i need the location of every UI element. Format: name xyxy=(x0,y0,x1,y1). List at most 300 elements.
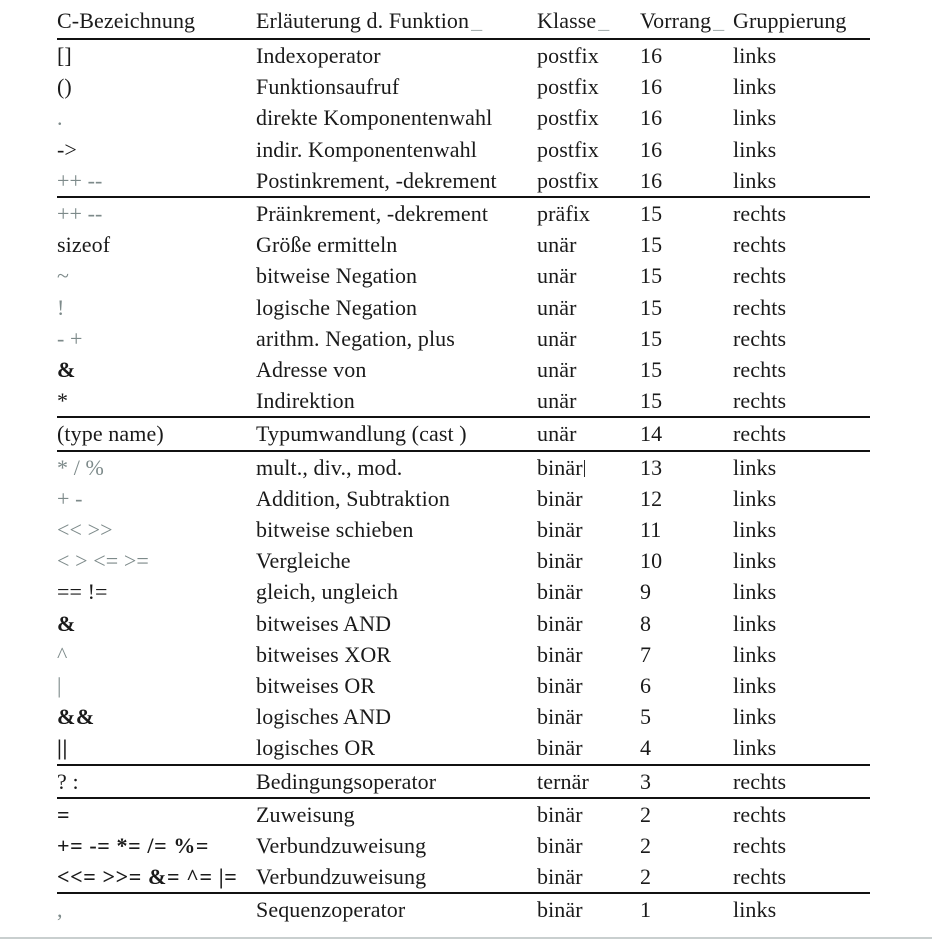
cell-description xyxy=(256,514,537,545)
cell-precedence xyxy=(640,514,733,545)
column-header-grouping-label: Gruppierung xyxy=(733,8,847,33)
associativity-value: links xyxy=(733,897,777,923)
table-row xyxy=(57,861,870,893)
cell-operator-symbol xyxy=(57,893,256,925)
cell-operator-class xyxy=(537,830,640,861)
operator-symbol: * xyxy=(57,388,69,414)
table-row xyxy=(57,608,870,639)
cell-precedence xyxy=(640,701,733,732)
associativity-value: rechts xyxy=(733,768,787,794)
table-row xyxy=(57,639,870,670)
cell-operator-class xyxy=(537,576,640,607)
precedence-value: 6 xyxy=(640,673,652,699)
operator-description: arithm. Negation, plus xyxy=(256,325,455,351)
cell-associativity xyxy=(733,639,870,670)
operator-description: logisches AND xyxy=(256,704,392,730)
cell-description xyxy=(256,576,537,607)
operator-class: binär xyxy=(537,517,583,543)
cell-associativity xyxy=(733,71,870,102)
cell-operator-class xyxy=(537,765,640,798)
associativity-value: links xyxy=(733,454,777,480)
precedence-value: 10 xyxy=(640,548,663,574)
operator-description: Zuweisung xyxy=(256,801,355,827)
precedence-value: 15 xyxy=(640,357,663,383)
cell-operator-symbol xyxy=(57,354,256,385)
operator-class: postfix xyxy=(537,74,599,100)
operator-class: postfix xyxy=(537,105,599,131)
cell-operator-class xyxy=(537,893,640,925)
column-header-symbol-label: C-Bezeichnung xyxy=(57,8,196,33)
column-header-precedence xyxy=(640,4,733,39)
cell-operator-symbol xyxy=(57,861,256,893)
operator-symbol: , xyxy=(57,897,63,923)
cell-operator-symbol xyxy=(57,385,256,417)
cell-description xyxy=(256,165,537,197)
operator-class: binär xyxy=(537,579,583,605)
associativity-value: links xyxy=(733,136,777,162)
table-row xyxy=(57,765,870,798)
table-row xyxy=(57,134,870,165)
column-header-symbol xyxy=(57,4,256,39)
operator-class: binär xyxy=(537,897,583,923)
precedence-value: 15 xyxy=(640,263,663,289)
table-row xyxy=(57,229,870,260)
operator-symbol: (type name) xyxy=(57,421,164,447)
c-operator-precedence-table xyxy=(57,4,870,926)
cell-operator-symbol xyxy=(57,765,256,798)
operator-description: Bedingungsoperator xyxy=(256,768,437,794)
cell-precedence xyxy=(640,798,733,830)
associativity-value: rechts xyxy=(733,201,787,227)
table-row xyxy=(57,165,870,197)
operator-description: bitweises XOR xyxy=(256,641,392,667)
operator-class: binär xyxy=(537,548,583,574)
precedence-value: 15 xyxy=(640,201,663,227)
operator-symbol: ? : xyxy=(57,768,79,794)
cell-operator-symbol xyxy=(57,798,256,830)
precedence-value: 12 xyxy=(640,485,663,511)
operator-description: Vergleiche xyxy=(256,548,351,574)
column-header-grouping xyxy=(733,4,870,39)
cell-precedence xyxy=(640,134,733,165)
operator-class: unär xyxy=(537,388,577,414)
operator-symbol: - + xyxy=(57,325,83,351)
cell-operator-class xyxy=(537,701,640,732)
operator-class: binär xyxy=(537,454,583,480)
column-header-class-label: Klasse xyxy=(537,8,597,33)
precedence-value: 16 xyxy=(640,167,663,193)
operator-class: unär xyxy=(537,232,577,258)
cell-precedence xyxy=(640,165,733,197)
table-row xyxy=(57,830,870,861)
cell-operator-class xyxy=(537,451,640,483)
operator-symbol: sizeof xyxy=(57,232,111,258)
operator-description: Addition, Subtraktion xyxy=(256,485,450,511)
table-row xyxy=(57,292,870,323)
operator-class: unär xyxy=(537,357,577,383)
cell-associativity xyxy=(733,39,870,71)
operator-description: Typumwandlung (cast ) xyxy=(256,421,467,447)
operator-class: binär xyxy=(537,610,583,636)
operator-class: unär xyxy=(537,421,577,447)
operator-description: gleich, ungleich xyxy=(256,579,399,605)
operator-description: indir. Komponentenwahl xyxy=(256,136,477,162)
cell-associativity xyxy=(733,385,870,417)
cell-precedence xyxy=(640,417,733,450)
operator-class: unär xyxy=(537,263,577,289)
cell-description xyxy=(256,765,537,798)
table-row xyxy=(57,670,870,701)
column-header-precedence-label: Vorrang xyxy=(640,8,712,33)
table-row xyxy=(57,451,870,483)
precedence-value: 14 xyxy=(640,421,663,447)
operator-symbol: -> xyxy=(57,136,77,162)
cell-precedence xyxy=(640,102,733,133)
cell-description xyxy=(256,639,537,670)
cell-operator-class xyxy=(537,229,640,260)
cell-description xyxy=(256,732,537,764)
operator-symbol: [] xyxy=(57,43,72,68)
cell-description xyxy=(256,134,537,165)
table-row xyxy=(57,71,870,102)
cell-precedence xyxy=(640,830,733,861)
cell-precedence xyxy=(640,292,733,323)
cell-description xyxy=(256,701,537,732)
cell-operator-symbol xyxy=(57,701,256,732)
cell-description xyxy=(256,292,537,323)
cell-associativity xyxy=(733,893,870,925)
column-header-class xyxy=(537,4,640,39)
cell-description xyxy=(256,260,537,291)
precedence-value: 3 xyxy=(640,768,652,794)
cell-precedence xyxy=(640,71,733,102)
cell-operator-symbol xyxy=(57,71,256,102)
cell-precedence xyxy=(640,451,733,483)
operator-class: binär xyxy=(537,641,583,667)
associativity-value: links xyxy=(733,43,777,68)
cell-precedence xyxy=(640,354,733,385)
operator-symbol: ! xyxy=(57,294,65,320)
operator-description: Indexoperator xyxy=(256,43,381,68)
cell-description xyxy=(256,323,537,354)
cell-description xyxy=(256,102,537,133)
cell-description xyxy=(256,39,537,71)
precedence-value: 7 xyxy=(640,641,652,667)
table-row xyxy=(57,323,870,354)
cell-associativity xyxy=(733,102,870,133)
precedence-value: 5 xyxy=(640,704,652,730)
table-row xyxy=(57,260,870,291)
header-separator-artifact-3: _ xyxy=(713,8,725,33)
operator-description: bitweises AND xyxy=(256,610,392,636)
column-header-description xyxy=(256,4,537,39)
operator-description: Postinkrement, -dekrement xyxy=(256,167,497,193)
cell-operator-class xyxy=(537,798,640,830)
cell-operator-class xyxy=(537,639,640,670)
cell-operator-symbol xyxy=(57,323,256,354)
cell-associativity xyxy=(733,514,870,545)
operator-class: binär xyxy=(537,833,583,859)
associativity-value: links xyxy=(733,673,777,699)
operator-description: Indirektion xyxy=(256,388,355,414)
operator-symbol: ++ -- xyxy=(57,167,103,193)
precedence-value: 16 xyxy=(640,136,663,162)
cell-operator-class xyxy=(537,514,640,545)
associativity-value: links xyxy=(733,735,777,761)
table-row xyxy=(57,545,870,576)
header-row xyxy=(57,4,870,39)
cell-operator-symbol xyxy=(57,639,256,670)
table-row xyxy=(57,102,870,133)
operator-symbol: ^ xyxy=(57,641,68,667)
cell-operator-class xyxy=(537,608,640,639)
cell-operator-class xyxy=(537,165,640,197)
cell-precedence xyxy=(640,861,733,893)
cell-associativity xyxy=(733,732,870,764)
operator-class: unär xyxy=(537,325,577,351)
table-row xyxy=(57,514,870,545)
operator-description: Verbundzuweisung xyxy=(256,864,427,890)
cell-associativity xyxy=(733,417,870,450)
operator-class: unär xyxy=(537,294,577,320)
operator-description: Verbundzuweisung xyxy=(256,833,427,859)
operator-symbol: & xyxy=(57,357,76,383)
cell-associativity xyxy=(733,483,870,514)
cell-precedence xyxy=(640,545,733,576)
cell-precedence xyxy=(640,229,733,260)
operator-class: ternär xyxy=(537,768,589,794)
cell-operator-symbol xyxy=(57,260,256,291)
precedence-value: 1 xyxy=(640,897,652,923)
cell-description xyxy=(256,798,537,830)
operator-symbol: () xyxy=(57,74,72,100)
cell-operator-class xyxy=(537,71,640,102)
operator-symbol: < > <= >= xyxy=(57,548,149,574)
precedence-value: 16 xyxy=(640,43,663,68)
cell-associativity xyxy=(733,576,870,607)
operator-description: Funktionsaufruf xyxy=(256,74,400,100)
associativity-value: links xyxy=(733,167,777,193)
operator-symbol: | xyxy=(57,673,62,699)
cell-operator-symbol xyxy=(57,483,256,514)
operator-description: bitweises OR xyxy=(256,673,376,699)
operator-symbol: * / % xyxy=(57,454,104,480)
cell-operator-class xyxy=(537,292,640,323)
cell-operator-symbol xyxy=(57,576,256,607)
cell-operator-class xyxy=(537,134,640,165)
operator-description: bitweise schieben xyxy=(256,517,414,543)
precedence-value: 15 xyxy=(640,388,663,414)
associativity-value: rechts xyxy=(733,833,787,859)
cell-operator-symbol xyxy=(57,197,256,229)
cell-precedence xyxy=(640,385,733,417)
cell-precedence xyxy=(640,765,733,798)
cell-operator-symbol xyxy=(57,134,256,165)
associativity-value: links xyxy=(733,485,777,511)
header-separator-artifact-2: _ xyxy=(598,8,610,33)
operator-description: mult., div., mod. xyxy=(256,454,403,480)
cell-precedence xyxy=(640,483,733,514)
cell-associativity xyxy=(733,798,870,830)
cell-operator-class xyxy=(537,39,640,71)
operator-symbol: + - xyxy=(57,485,83,511)
cell-description xyxy=(256,830,537,861)
associativity-value: rechts xyxy=(733,232,787,258)
column-header-description-label: Erläuterung d. Funktion xyxy=(256,8,470,33)
cell-associativity xyxy=(733,545,870,576)
cell-description xyxy=(256,545,537,576)
cell-precedence xyxy=(640,323,733,354)
table-row xyxy=(57,732,870,764)
table-row xyxy=(57,385,870,417)
cell-operator-symbol xyxy=(57,514,256,545)
operator-symbol: || xyxy=(57,735,68,761)
table-row xyxy=(57,417,870,450)
cell-associativity xyxy=(733,451,870,483)
precedence-value: 2 xyxy=(640,833,652,859)
operator-description: logisches OR xyxy=(256,735,376,761)
precedence-value: 2 xyxy=(640,864,652,890)
cell-precedence xyxy=(640,39,733,71)
associativity-value: links xyxy=(733,105,777,131)
table-row xyxy=(57,354,870,385)
cell-operator-class xyxy=(537,354,640,385)
cell-associativity xyxy=(733,830,870,861)
cell-associativity xyxy=(733,229,870,260)
cell-operator-symbol xyxy=(57,165,256,197)
cell-associativity xyxy=(733,165,870,197)
precedence-value: 15 xyxy=(640,232,663,258)
associativity-value: rechts xyxy=(733,421,787,447)
precedence-value: 2 xyxy=(640,801,652,827)
associativity-value: rechts xyxy=(733,357,787,383)
cell-operator-symbol xyxy=(57,670,256,701)
operator-symbol: . xyxy=(57,105,63,131)
cell-associativity xyxy=(733,323,870,354)
associativity-value: rechts xyxy=(733,325,787,351)
associativity-value: links xyxy=(733,704,777,730)
cell-description xyxy=(256,385,537,417)
header-separator-artifact-1: _ xyxy=(471,8,483,33)
operator-description: Sequenzoperator xyxy=(256,897,406,923)
associativity-value: links xyxy=(733,610,777,636)
table-row xyxy=(57,483,870,514)
cell-operator-symbol xyxy=(57,830,256,861)
cell-associativity xyxy=(733,354,870,385)
cell-description xyxy=(256,197,537,229)
operator-symbol: <<= >>= &= ^= |= xyxy=(57,864,238,890)
operator-description: Präinkrement, -dekrement xyxy=(256,201,489,227)
text-caret-artifact xyxy=(584,460,585,477)
table-body xyxy=(57,39,870,926)
cell-operator-class xyxy=(537,417,640,450)
cell-precedence xyxy=(640,893,733,925)
cell-associativity xyxy=(733,765,870,798)
cell-associativity xyxy=(733,608,870,639)
cell-precedence xyxy=(640,260,733,291)
cell-precedence xyxy=(640,608,733,639)
operator-class: binär xyxy=(537,704,583,730)
operator-class: binär xyxy=(537,864,583,890)
cell-operator-symbol xyxy=(57,732,256,764)
cell-operator-symbol xyxy=(57,39,256,71)
cell-operator-class xyxy=(537,545,640,576)
cell-description xyxy=(256,483,537,514)
table-row xyxy=(57,701,870,732)
cell-description xyxy=(256,670,537,701)
cell-operator-class xyxy=(537,483,640,514)
associativity-value: links xyxy=(733,74,777,100)
table-row xyxy=(57,39,870,71)
operator-class: präfix xyxy=(537,201,591,227)
cell-operator-symbol xyxy=(57,417,256,450)
cell-operator-symbol xyxy=(57,608,256,639)
associativity-value: links xyxy=(733,641,777,667)
cell-operator-class xyxy=(537,385,640,417)
cell-description xyxy=(256,354,537,385)
associativity-value: links xyxy=(733,548,777,574)
cell-operator-class xyxy=(537,260,640,291)
cell-operator-symbol xyxy=(57,102,256,133)
operator-description: Adresse von xyxy=(256,357,367,383)
associativity-value: rechts xyxy=(733,294,787,320)
operator-class: binär xyxy=(537,485,583,511)
operator-class: postfix xyxy=(537,167,599,193)
table-row xyxy=(57,893,870,925)
cell-associativity xyxy=(733,861,870,893)
operator-symbol: += -= *= /= %= xyxy=(57,833,210,859)
associativity-value: rechts xyxy=(733,801,787,827)
cell-operator-class xyxy=(537,670,640,701)
cell-operator-class xyxy=(537,197,640,229)
cell-associativity xyxy=(733,701,870,732)
operator-class: binär xyxy=(537,801,583,827)
operator-symbol: = xyxy=(57,801,71,827)
cell-description xyxy=(256,417,537,450)
associativity-value: links xyxy=(733,517,777,543)
cell-operator-symbol xyxy=(57,545,256,576)
operator-class: postfix xyxy=(537,43,599,68)
precedence-value: 9 xyxy=(640,579,652,605)
operator-description: bitweise Negation xyxy=(256,263,418,289)
cell-description xyxy=(256,451,537,483)
cell-precedence xyxy=(640,732,733,764)
cell-precedence xyxy=(640,670,733,701)
precedence-value: 11 xyxy=(640,517,662,543)
cell-associativity xyxy=(733,134,870,165)
operator-symbol: ~ xyxy=(57,263,70,289)
cell-precedence xyxy=(640,576,733,607)
cell-operator-symbol xyxy=(57,229,256,260)
operator-class: binär xyxy=(537,673,583,699)
precedence-value: 16 xyxy=(640,105,663,131)
operator-symbol: ++ -- xyxy=(57,201,103,227)
operator-symbol: == != xyxy=(57,579,108,605)
operator-symbol: & xyxy=(57,610,76,636)
operator-class: postfix xyxy=(537,136,599,162)
cell-operator-class xyxy=(537,323,640,354)
table-row xyxy=(57,197,870,229)
associativity-value: rechts xyxy=(733,864,787,890)
cell-description xyxy=(256,893,537,925)
precedence-value: 16 xyxy=(640,74,663,100)
operator-description: direkte Komponentenwahl xyxy=(256,105,493,131)
cell-description xyxy=(256,229,537,260)
associativity-value: links xyxy=(733,579,777,605)
operator-symbol: << >> xyxy=(57,517,113,543)
cell-associativity xyxy=(733,670,870,701)
precedence-value: 15 xyxy=(640,294,663,320)
